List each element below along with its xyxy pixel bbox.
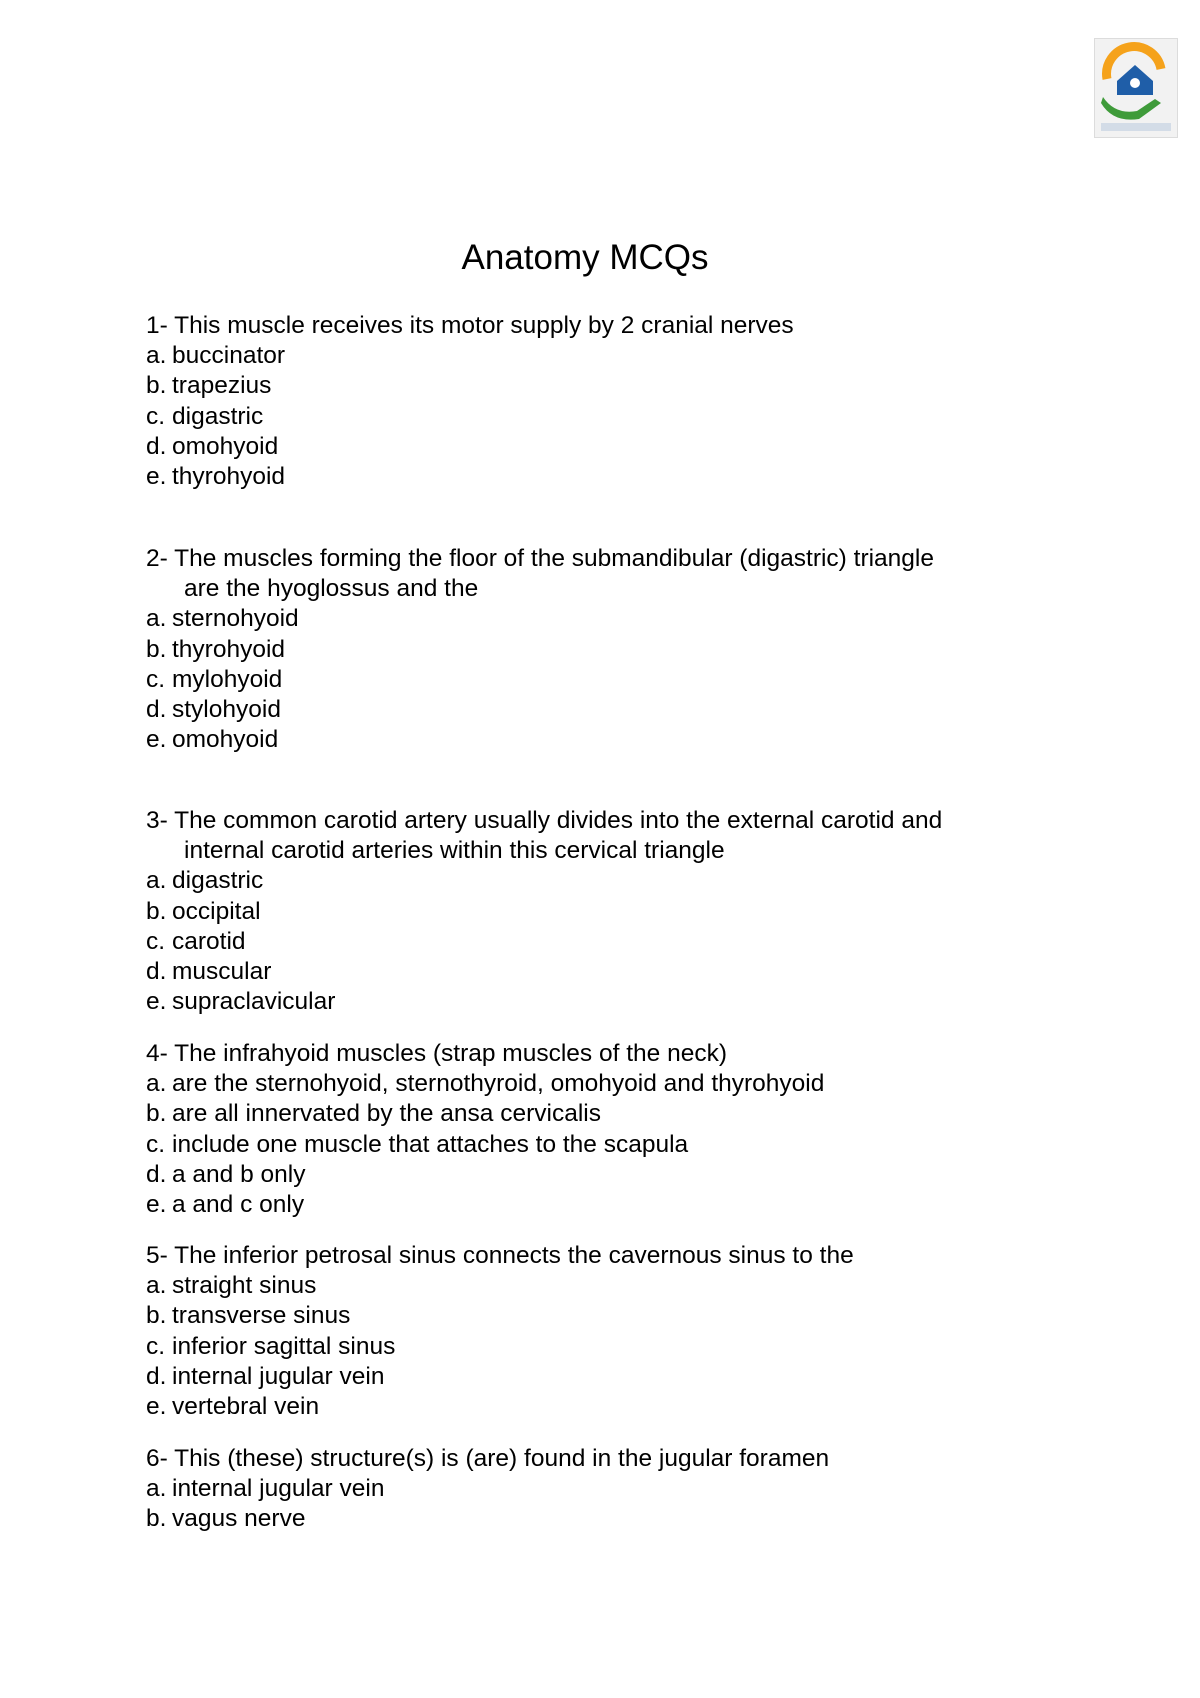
option-text: are the sternohyoid, sternothyroid, omohyoid and thyrohyoid	[172, 1070, 825, 1098]
question-stem-continuation: internal carotid arteries within this cervical triangle	[184, 837, 725, 865]
option-letter: a.	[146, 1272, 167, 1300]
option-text: stylohyoid	[172, 696, 281, 724]
answer-option	[146, 341, 1046, 371]
answer-option	[146, 927, 1046, 957]
option-text: vertebral vein	[172, 1393, 320, 1421]
option-text: thyrohyoid	[172, 463, 286, 491]
option-text: trapezius	[172, 372, 272, 400]
option-letter: a.	[146, 605, 167, 633]
question-stem: 1- This muscle receives its motor supply by 2 cranial nerves	[146, 312, 794, 339]
option-text: a and c only	[172, 1191, 305, 1219]
answer-option	[146, 1130, 1046, 1160]
option-text: include one muscle that attaches to the scapula	[172, 1130, 689, 1158]
option-letter: e.	[146, 463, 167, 491]
answer-option	[146, 1271, 1046, 1301]
option-letter: d.	[146, 1362, 167, 1390]
option-letter: b.	[146, 1100, 167, 1128]
answer-option	[146, 725, 1046, 755]
option-letter: d.	[146, 958, 167, 986]
question-stem: 3- The common carotid artery usually divides into the external carotid and	[146, 807, 943, 834]
option-letter: c.	[146, 1332, 166, 1360]
question-stem-continuation: are the hyoglossus and the	[184, 575, 479, 603]
option-text: digastric	[172, 402, 264, 430]
answer-option	[146, 897, 1046, 927]
question-3	[146, 806, 1046, 1017]
option-letter: b.	[146, 897, 167, 925]
option-text: muscular	[172, 958, 272, 986]
option-text: buccinator	[172, 342, 286, 370]
option-letter: e.	[146, 1393, 167, 1421]
option-letter: b.	[146, 1505, 167, 1533]
option-text: inferior sagittal sinus	[172, 1332, 396, 1360]
option-text: internal jugular vein	[172, 1362, 385, 1390]
answer-option	[146, 1474, 1046, 1504]
option-text: mylohyoid	[172, 665, 283, 693]
answer-option	[146, 1504, 1046, 1534]
option-letter: c.	[146, 402, 166, 430]
answer-option	[146, 1190, 1046, 1220]
option-letter: b.	[146, 372, 167, 400]
answer-option	[146, 1301, 1046, 1331]
option-letter: c.	[146, 665, 166, 693]
option-letter: d.	[146, 432, 167, 460]
answer-option	[146, 1392, 1046, 1422]
question-6	[146, 1444, 1046, 1535]
option-letter: c.	[146, 927, 166, 955]
question-4	[146, 1039, 1046, 1220]
option-text: internal jugular vein	[172, 1475, 385, 1503]
option-letter: d.	[146, 696, 167, 724]
option-letter: c.	[146, 1130, 166, 1158]
answer-option	[146, 604, 1046, 634]
answer-option	[146, 1362, 1046, 1392]
answer-option	[146, 1332, 1046, 1362]
option-letter: e.	[146, 988, 167, 1016]
option-text: omohyoid	[172, 432, 279, 460]
logo	[1094, 38, 1178, 138]
option-letter: e.	[146, 1191, 167, 1219]
option-text: a and b only	[172, 1160, 306, 1188]
option-text: supraclavicular	[172, 988, 336, 1016]
question-2	[146, 544, 1046, 755]
question-stem: 6- This (these) structure(s) is (are) found in the jugular foramen	[146, 1445, 830, 1472]
option-letter: d.	[146, 1160, 167, 1188]
answer-option	[146, 1069, 1046, 1099]
logo-graphic	[1095, 39, 1177, 137]
answer-option	[146, 1099, 1046, 1129]
option-text: omohyoid	[172, 726, 279, 754]
option-text: occipital	[172, 897, 261, 925]
option-letter: e.	[146, 726, 167, 754]
option-letter: a.	[146, 1475, 167, 1503]
answer-option	[146, 402, 1046, 432]
option-text: carotid	[172, 927, 246, 955]
answer-option	[146, 866, 1046, 896]
question-stem: 4- The infrahyoid muscles (strap muscles of the neck)	[146, 1040, 727, 1067]
option-letter: a.	[146, 867, 167, 895]
logo-tagline-bar	[1101, 123, 1171, 131]
option-text: digastric	[172, 867, 264, 895]
option-text: thyrohyoid	[172, 635, 286, 663]
logo-hand	[1101, 97, 1161, 120]
option-text: sternohyoid	[172, 605, 299, 633]
answer-option	[146, 462, 1046, 492]
question-stem: 5- The inferior petrosal sinus connects the cavernous sinus to the	[146, 1242, 854, 1269]
answer-option	[146, 1160, 1046, 1190]
option-text: transverse sinus	[172, 1302, 351, 1330]
page-title: Anatomy MCQs	[461, 238, 709, 277]
answer-option	[146, 695, 1046, 725]
question-5	[146, 1241, 1046, 1422]
question-stem: 2- The muscles forming the floor of the submandibular (digastric) triangle	[146, 545, 934, 572]
option-text: vagus nerve	[172, 1505, 306, 1533]
option-letter: b.	[146, 1302, 167, 1330]
option-letter: a.	[146, 1070, 167, 1098]
answer-option	[146, 957, 1046, 987]
logo-gear	[1130, 78, 1140, 88]
answer-option	[146, 665, 1046, 695]
answer-option	[146, 371, 1046, 401]
option-letter: b.	[146, 635, 167, 663]
answer-option	[146, 635, 1046, 665]
answer-option	[146, 987, 1046, 1017]
option-text: straight sinus	[172, 1272, 317, 1300]
answer-option	[146, 432, 1046, 462]
option-text: are all innervated by the ansa cervicalis	[172, 1100, 601, 1128]
question-1	[146, 311, 1046, 492]
option-letter: a.	[146, 342, 167, 370]
